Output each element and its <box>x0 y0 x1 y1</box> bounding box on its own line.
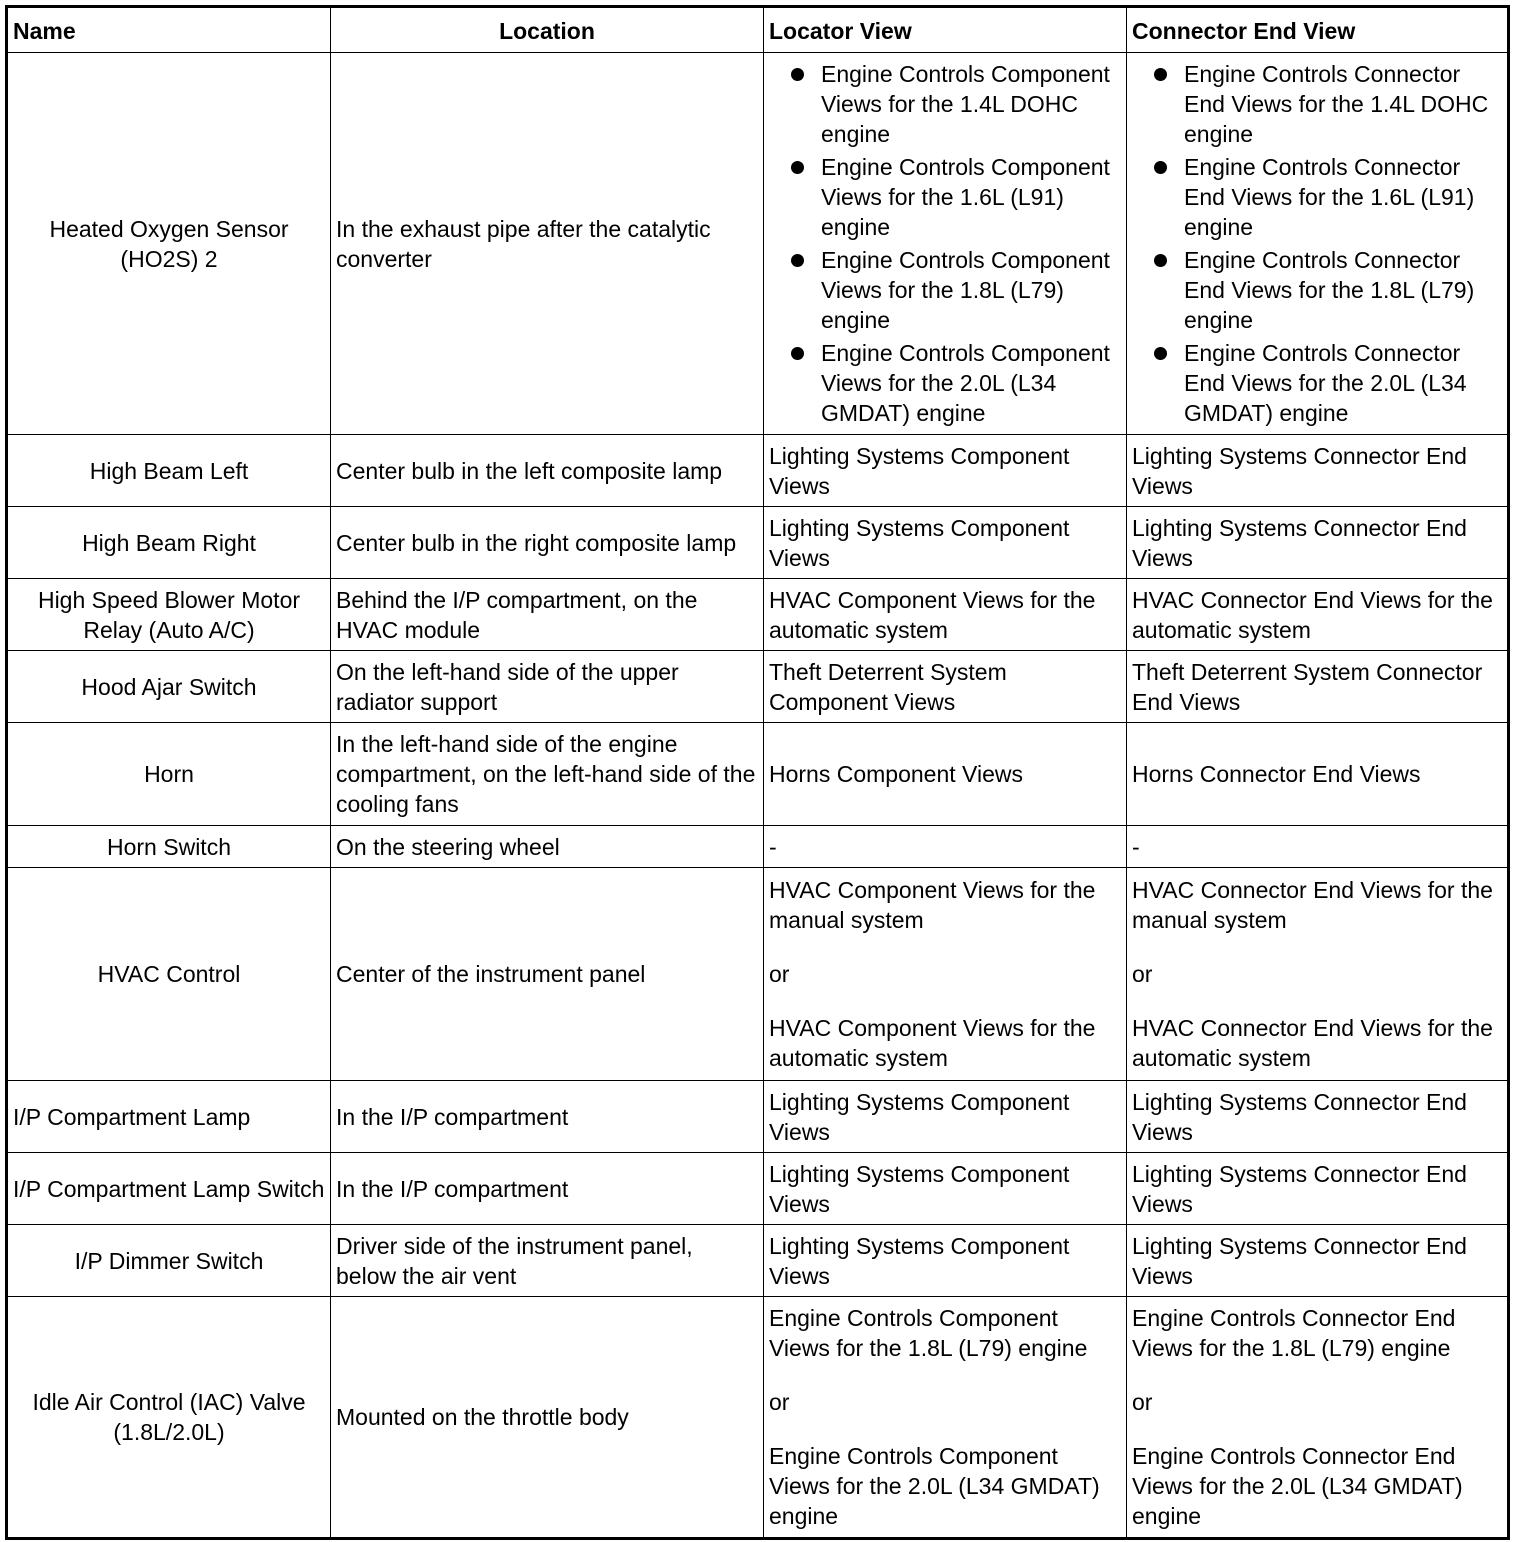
cell-locator-view: Lighting Systems Component Views <box>764 435 1127 507</box>
cell-name: Hood Ajar Switch <box>7 651 331 723</box>
header-location: Location <box>331 7 764 53</box>
cell-locator-view <box>764 53 1127 435</box>
list-item <box>769 338 1121 428</box>
cell-locator-view: HVAC Component Views for the automatic system <box>764 579 1127 651</box>
cell-connector-end-view: Lighting Systems Connector End Views <box>1127 507 1509 579</box>
table-row <box>7 723 1509 826</box>
connector-link: Engine Controls Connector End Views for the 1.4L DOHC engine <box>1184 61 1489 147</box>
table-row <box>7 1297 1509 1539</box>
cell-location: In the I/P compartment <box>331 1153 764 1225</box>
bullet-icon <box>1154 254 1167 267</box>
cell-locator-view <box>764 1297 1127 1539</box>
cell-name: I/P Compartment Lamp <box>7 1081 331 1153</box>
cell-location: On the steering wheel <box>331 826 764 868</box>
cell-locator-view: Horns Component Views <box>764 723 1127 826</box>
table-row <box>7 1153 1509 1225</box>
locator-link: Engine Controls Component Views for the 1.6L (L91) engine <box>821 154 1110 240</box>
table-row <box>7 1225 1509 1297</box>
cell-connector-end-view <box>1127 868 1509 1081</box>
cell-name: Horn Switch <box>7 826 331 868</box>
locator-option-b: HVAC Component Views for the automatic system <box>769 1015 1096 1071</box>
connector-link: Engine Controls Connector End Views for the 1.6L (L91) engine <box>1184 154 1475 240</box>
cell-locator-view: Lighting Systems Component Views <box>764 1153 1127 1225</box>
list-item <box>1132 152 1502 242</box>
bullet-icon <box>791 68 804 81</box>
bullet-icon <box>791 254 804 267</box>
cell-locator-view: - <box>764 826 1127 868</box>
cell-locator-view: Theft Deterrent System Component Views <box>764 651 1127 723</box>
cell-location: In the left-hand side of the engine compartment, on the left-hand side of the cooling fans <box>331 723 764 826</box>
component-locator-table <box>5 5 1510 1540</box>
cell-location: On the left-hand side of the upper radiator support <box>331 651 764 723</box>
cell-name: Horn <box>7 723 331 826</box>
list-item <box>1132 245 1502 335</box>
header-name: Name <box>7 7 331 53</box>
cell-name: I/P Compartment Lamp Switch <box>7 1153 331 1225</box>
connector-or: or <box>1132 1389 1153 1415</box>
connector-link: Engine Controls Connector End Views for the 1.8L (L79) engine <box>1184 247 1475 333</box>
locator-link: Engine Controls Component Views for the 1.8L (L79) engine <box>821 247 1110 333</box>
connector-or: or <box>1132 961 1153 987</box>
cell-name: HVAC Control <box>7 868 331 1081</box>
table-row <box>7 507 1509 579</box>
cell-location: Center of the instrument panel <box>331 868 764 1081</box>
cell-name: High Beam Left <box>7 435 331 507</box>
cell-location: Center bulb in the right composite lamp <box>331 507 764 579</box>
cell-locator-view: Lighting Systems Component Views <box>764 1225 1127 1297</box>
connector-link: Engine Controls Connector End Views for the 2.0L (L34 GMDAT) engine <box>1184 340 1467 426</box>
cell-connector-end-view: - <box>1127 826 1509 868</box>
cell-name: High Speed Blower Motor Relay (Auto A/C) <box>7 579 331 651</box>
list-item <box>769 152 1121 242</box>
cell-connector-end-view: Horns Connector End Views <box>1127 723 1509 826</box>
connector-option-a: Engine Controls Connector End Views for the 1.8L (L79) engine <box>1132 1305 1456 1361</box>
table-row <box>7 651 1509 723</box>
cell-location: Center bulb in the left composite lamp <box>331 435 764 507</box>
locator-or: or <box>769 961 790 987</box>
cell-connector-end-view: Lighting Systems Connector End Views <box>1127 435 1509 507</box>
header-connector-end-view: Connector End View <box>1127 7 1509 53</box>
bullet-list <box>1132 59 1502 428</box>
bullet-icon <box>1154 347 1167 360</box>
connector-option-b: HVAC Connector End Views for the automatic system <box>1132 1015 1493 1071</box>
bullet-list <box>769 59 1121 428</box>
cell-locator-view: Lighting Systems Component Views <box>764 507 1127 579</box>
header-locator-view: Locator View <box>764 7 1127 53</box>
cell-connector-end-view: Lighting Systems Connector End Views <box>1127 1225 1509 1297</box>
table-row <box>7 579 1509 651</box>
cell-locator-view: Lighting Systems Component Views <box>764 1081 1127 1153</box>
table-row <box>7 53 1509 435</box>
cell-location: Mounted on the throttle body <box>331 1297 764 1539</box>
cell-name: Heated Oxygen Sensor (HO2S) 2 <box>7 53 331 435</box>
table-header-row <box>7 7 1509 53</box>
table-row <box>7 1081 1509 1153</box>
list-item <box>769 245 1121 335</box>
table-row <box>7 868 1509 1081</box>
table-row <box>7 826 1509 868</box>
connector-option-a: HVAC Connector End Views for the manual system <box>1132 877 1493 933</box>
list-item <box>1132 59 1502 149</box>
list-item <box>1132 338 1502 428</box>
list-item <box>769 59 1121 149</box>
cell-connector-end-view: HVAC Connector End Views for the automatic system <box>1127 579 1509 651</box>
locator-option-a: HVAC Component Views for the manual system <box>769 877 1096 933</box>
cell-connector-end-view <box>1127 53 1509 435</box>
cell-location: In the exhaust pipe after the catalytic converter <box>331 53 764 435</box>
locator-link: Engine Controls Component Views for the 1.4L DOHC engine <box>821 61 1110 147</box>
cell-name: High Beam Right <box>7 507 331 579</box>
bullet-icon <box>1154 68 1167 81</box>
connector-option-b: Engine Controls Connector End Views for the 2.0L (L34 GMDAT) engine <box>1132 1443 1463 1529</box>
cell-connector-end-view <box>1127 1297 1509 1539</box>
locator-link: Engine Controls Component Views for the 2.0L (L34 GMDAT) engine <box>821 340 1110 426</box>
cell-name: Idle Air Control (IAC) Valve (1.8L/2.0L) <box>7 1297 331 1539</box>
cell-name: I/P Dimmer Switch <box>7 1225 331 1297</box>
locator-option-a: Engine Controls Component Views for the 1.8L (L79) engine <box>769 1305 1088 1361</box>
locator-option-b: Engine Controls Component Views for the 2.0L (L34 GMDAT) engine <box>769 1443 1100 1529</box>
locator-or: or <box>769 1389 790 1415</box>
bullet-icon <box>791 161 804 174</box>
bullet-icon <box>1154 161 1167 174</box>
cell-connector-end-view: Lighting Systems Connector End Views <box>1127 1153 1509 1225</box>
cell-location: Behind the I/P compartment, on the HVAC module <box>331 579 764 651</box>
table-row <box>7 435 1509 507</box>
cell-connector-end-view: Theft Deterrent System Connector End Views <box>1127 651 1509 723</box>
cell-connector-end-view: Lighting Systems Connector End Views <box>1127 1081 1509 1153</box>
bullet-icon <box>791 347 804 360</box>
cell-location: Driver side of the instrument panel, below the air vent <box>331 1225 764 1297</box>
cell-locator-view <box>764 868 1127 1081</box>
cell-location: In the I/P compartment <box>331 1081 764 1153</box>
